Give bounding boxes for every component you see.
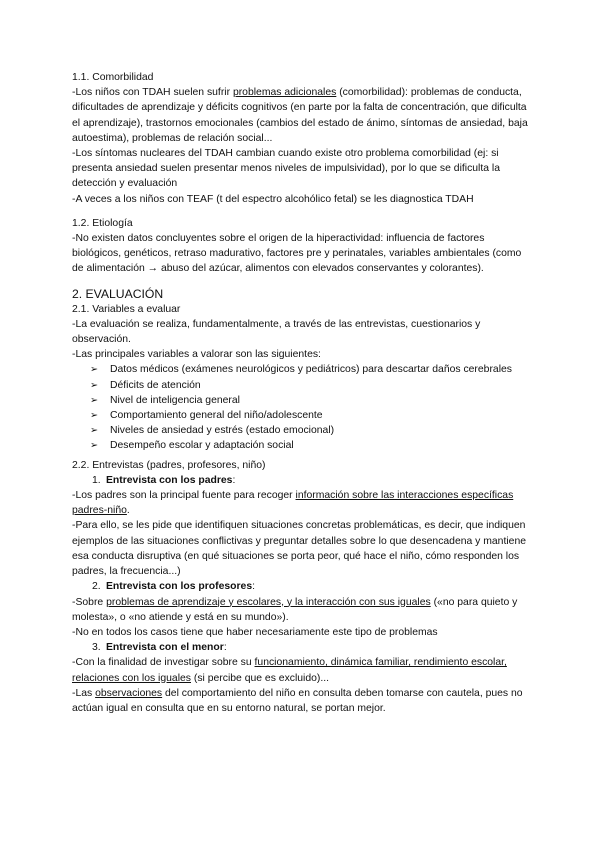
numbered-heading-padres: 1. Entrevista con los padres: [72, 473, 534, 488]
arrow-bullet-icon: ➢ [90, 379, 99, 391]
list-item [72, 393, 534, 408]
list-item [72, 362, 534, 377]
paragraph [72, 488, 534, 518]
list-number: 2. [92, 581, 101, 593]
text: («no para quieto y molesta», o «no atiende y está en su mundo»). [72, 596, 518, 623]
subsection-heading-variables: 2.1. Variables a evaluar [72, 303, 181, 315]
list-item-text: Nivel de inteligencia general [110, 394, 240, 406]
paragraph: -No existen datos concluyentes sobre el origen de la hiperactividad: influencia de factores biológicos, genéticos, retraso madurativo, factores pre y perinatales, variables ambientales (como de alimentación → abuso del azúcar, alimentos con elevados conservantes y colorantes). [72, 233, 522, 275]
underlined-text: funcionamiento, dinámica familiar, rendimiento escolar, relaciones con los iguales [72, 657, 507, 684]
text: -Las [72, 687, 96, 699]
paragraph [72, 85, 534, 146]
text: -Con la finalidad de investigar sobre su [72, 657, 255, 669]
paragraph [72, 655, 534, 685]
paragraph: -La evaluación se realiza, fundamentalmente, a través de las entrevistas, cuestionarios y observación. [72, 318, 481, 346]
bold-text: Entrevista con los padres [106, 474, 233, 486]
section-heading-etiologia: 1.2. Etiología [72, 217, 133, 229]
section-heading-evaluacion: 2. EVALUACIÓN [72, 286, 164, 301]
text: -Los niños con TDAH suelen sufrir [72, 87, 233, 99]
underlined-text: información sobre las interacciones específicas padres-niño [72, 490, 514, 517]
text: . [126, 505, 130, 517]
text: -Los padres son la principal fuente para recoger [72, 490, 296, 502]
paragraph: -Los síntomas nucleares del TDAH cambian cuando existe otro problema comorbilidad (ej: si presenta ansiedad suelen presentar menos niveles de impulsividad), por lo que se dificulta la detección y evaluación [72, 148, 500, 190]
section-heading-comorbilidad: 1.1. Comorbilidad [72, 72, 154, 83]
paragraph: -No en todos los casos tiene que haber necesariamente este tipo de problemas [72, 626, 438, 638]
paragraph [72, 595, 534, 625]
list-item-text: Datos médicos (exámenes neurológicos y pediátricos) para descartar daños cerebrales [110, 364, 512, 376]
list-item [72, 423, 534, 438]
paragraph: -A veces a los niños con TEAF (t del espectro alcohólico fetal) se les diagnostica TDAH [72, 193, 474, 205]
numbered-heading-profesores: 2. Entrevista con los profesores: [72, 579, 534, 594]
bold-text: Entrevista con el menor [106, 642, 224, 654]
list-item-text: Desempeño escolar y adaptación social [110, 440, 294, 452]
underlined-text: problemas adicionales [232, 87, 337, 99]
underlined-text: problemas de aprendizaje y escolares, y la interacción con sus iguales [106, 596, 431, 608]
text: (comorbilidad): problemas de conducta, dificultades de aprendizaje y déficits cognitivos (en parte por la falta de concentración, que dificulta el aprendizaje), trastornos emocionales (cambios del estado de ánimo, síntomas de ansiedad, baja autoestima), problemas de relación social... [72, 87, 528, 144]
arrow-bullet-icon: ➢ [90, 364, 99, 376]
text: (si percibe que es excluido)... [191, 672, 330, 684]
numbered-heading-menor: 3. Entrevista con el menor: [72, 640, 534, 655]
variables-list [72, 362, 534, 453]
arrow-bullet-icon: ➢ [90, 394, 99, 406]
list-item-text: Niveles de ansiedad y estrés (estado emocional) [110, 425, 335, 437]
list-item-text: Comportamiento general del niño/adolescente [110, 410, 323, 422]
arrow-bullet-icon: ➢ [90, 425, 99, 437]
list-number: 3. [92, 642, 101, 654]
arrow-bullet-icon: ➢ [90, 440, 99, 452]
list-item-text: Déficits de atención [110, 379, 201, 391]
arrow-bullet-icon: ➢ [90, 410, 99, 422]
paragraph: -Para ello, se les pide que identifiquen situaciones concretas problemáticas, es decir, que indiquen ejemplos de las situaciones conflictivas y preguntar detalles sobre lo que desencadena y mantiene esa conducta disruptiva (en qué situaciones se porta peor, qué hace el niño, cómo responden los padres, la frecuencia...) [72, 520, 526, 578]
paragraph [72, 686, 534, 716]
bold-text: Entrevista con los profesores [106, 581, 253, 593]
list-item [72, 408, 534, 423]
text: -Sobre [72, 596, 107, 608]
paragraph: -Las principales variables a valorar son las siguientes: [72, 349, 321, 361]
list-item [72, 378, 534, 393]
list-number: 1. [92, 474, 101, 486]
document-page [72, 70, 534, 716]
underlined-text: observaciones [95, 687, 163, 699]
subsection-heading-entrevistas: 2.2. Entrevistas (padres, profesores, niño) [72, 459, 266, 471]
text: del comportamiento del niño en consulta deben tomarse con cautela, pues no actúan igual en consulta que en su entorno natural, se portan mejor. [72, 687, 523, 714]
list-item [72, 438, 534, 453]
